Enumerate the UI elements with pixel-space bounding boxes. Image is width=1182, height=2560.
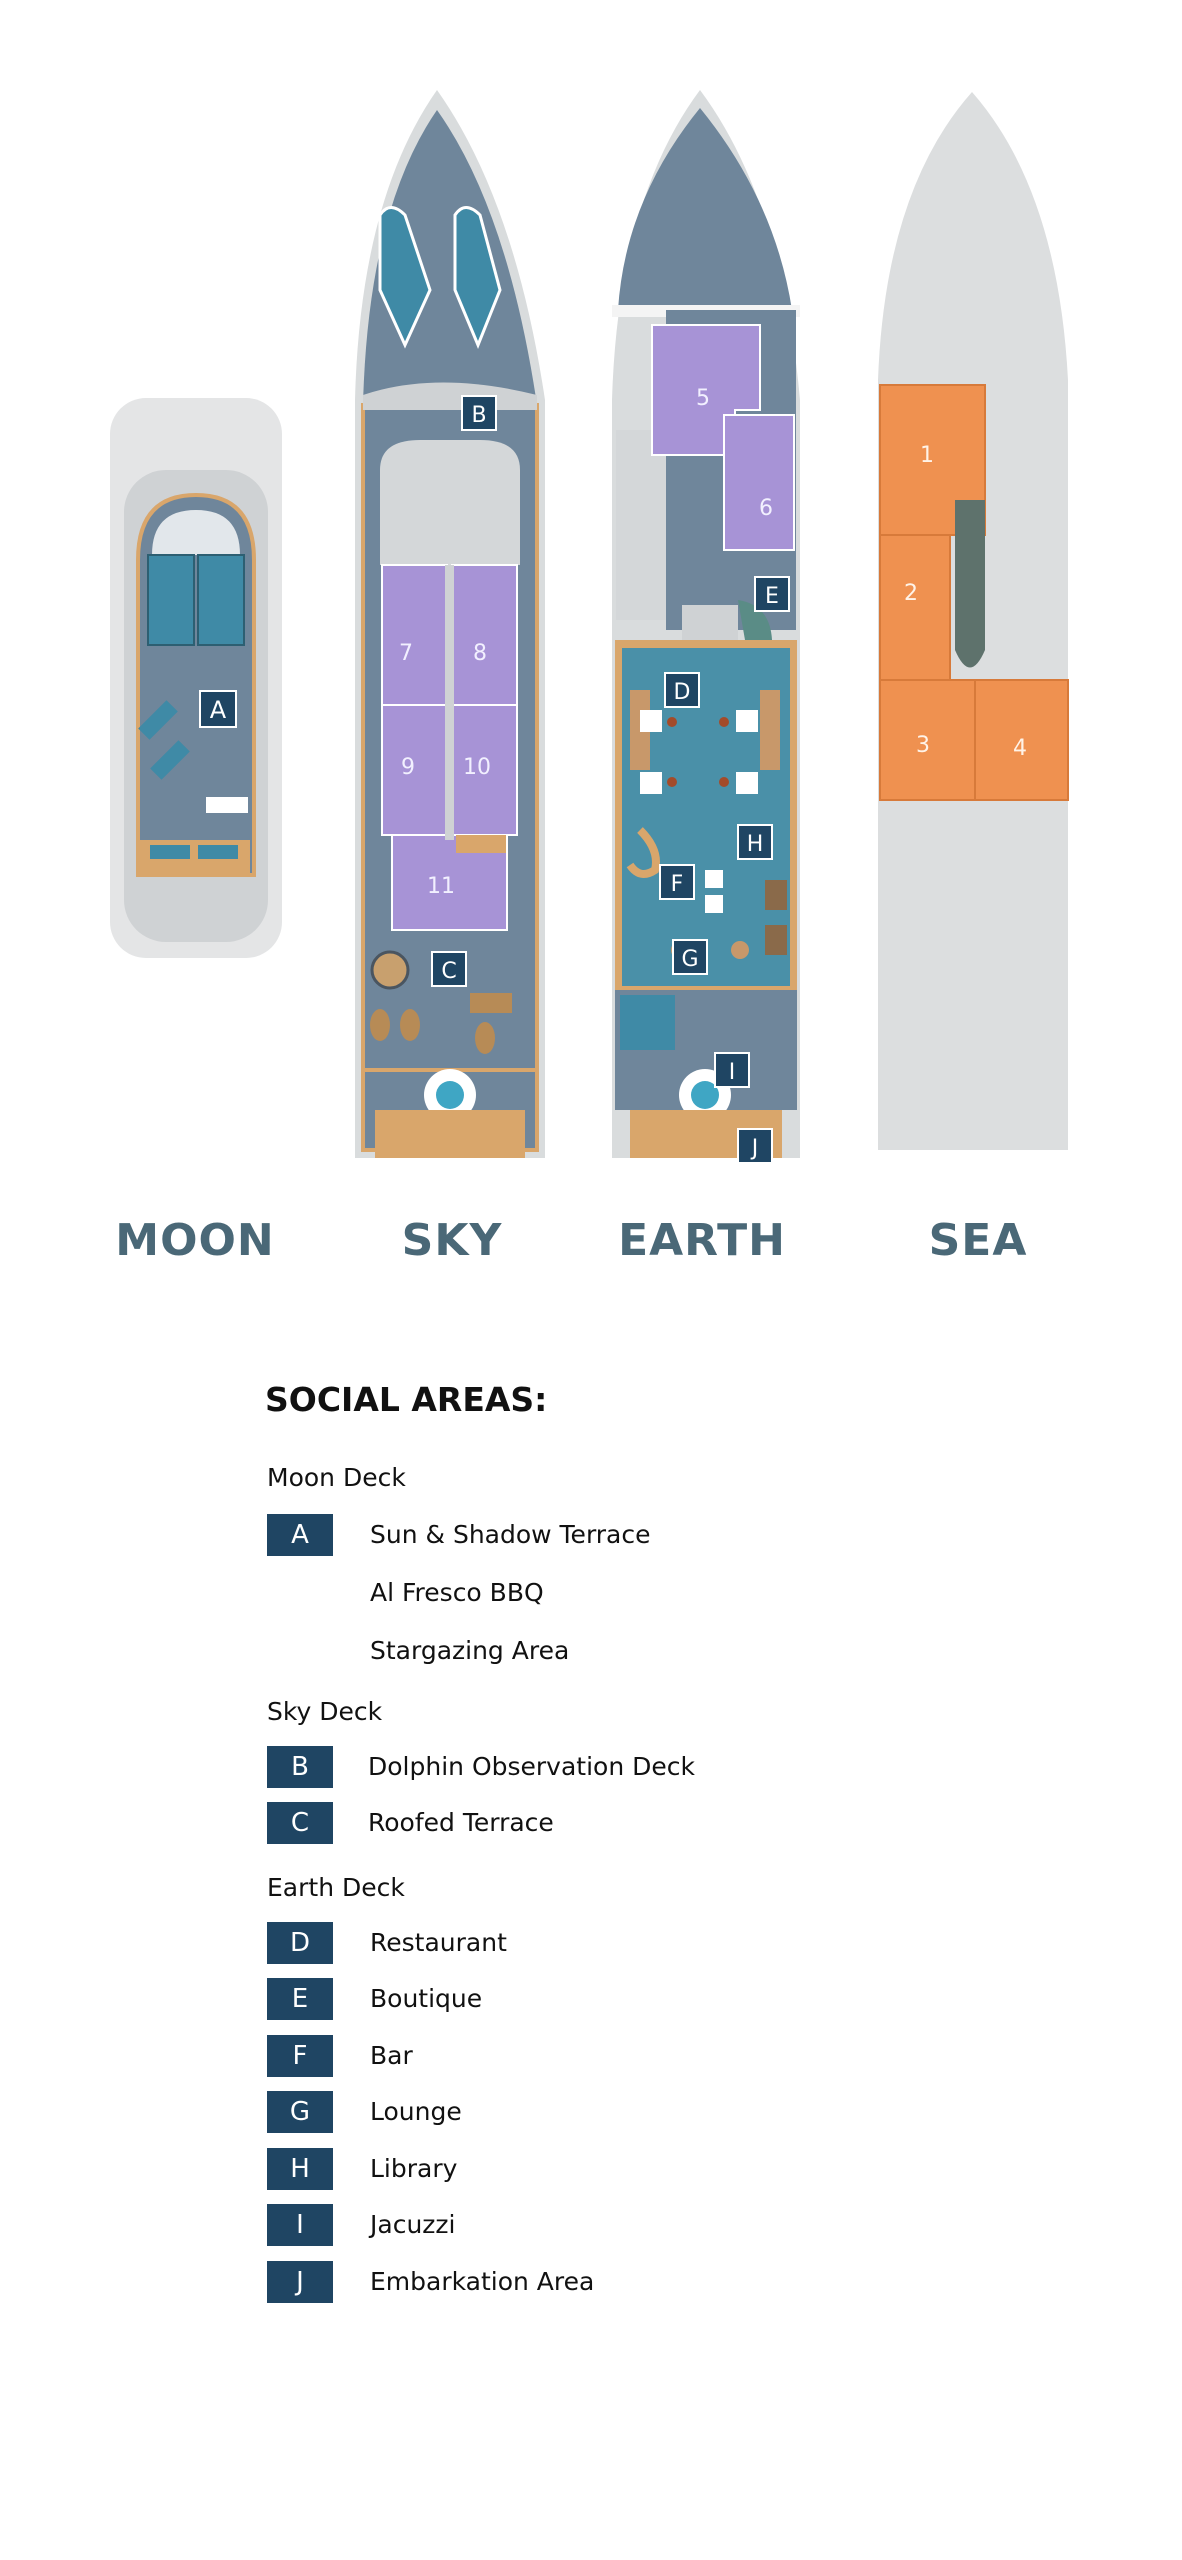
legend-label-boutique: Boutique — [370, 1984, 483, 2013]
moon-deck-bbq — [206, 797, 248, 813]
legend-label-lounge: Lounge — [370, 2097, 462, 2126]
legend-label-roofed-terrace: Roofed Terrace — [368, 1808, 554, 1837]
sky-deck-chair — [400, 1009, 420, 1041]
earth-deck-plan — [612, 90, 800, 1163]
earth-deck-table — [736, 772, 758, 794]
sky-deck-section-title: Sky Deck — [267, 1697, 383, 1726]
marker-h — [738, 825, 772, 859]
marker-b — [462, 396, 496, 430]
legend-badge-h: H — [267, 2148, 333, 2190]
cabin-11-number: 11 — [427, 874, 455, 899]
sea-deck-plan — [878, 92, 1068, 1150]
sky-deck-roof — [380, 440, 520, 565]
legend-badge-g: G — [267, 2091, 333, 2133]
deck-title-sky: SKY — [401, 1215, 503, 1266]
earth-deck-chair — [719, 777, 729, 787]
legend-badge-i: I — [267, 2204, 333, 2246]
marker-c-label: C — [441, 959, 457, 984]
marker-e-label: E — [765, 584, 779, 609]
cabin-8-number: 8 — [473, 641, 487, 666]
earth-deck-table — [640, 710, 662, 732]
marker-f — [660, 865, 694, 899]
earth-deck-lounge-table — [731, 941, 749, 959]
legend-label-bar: Bar — [370, 2041, 413, 2070]
earth-deck-chair — [667, 777, 677, 787]
legend-badge-d: D — [267, 1922, 333, 1964]
legend-label-embarkation-area: Embarkation Area — [370, 2267, 595, 2296]
marker-j — [738, 1129, 772, 1163]
earth-deck-aft-seating — [620, 995, 675, 1050]
earth-deck-chair — [719, 717, 729, 727]
legend-badge-b: B — [267, 1746, 333, 1788]
deck-plans-diagram — [0, 0, 1182, 1200]
legend-badge-f: F — [267, 2035, 333, 2077]
earth-deck-stair-landing — [682, 605, 738, 640]
legend-label-jacuzzi: Jacuzzi — [370, 2210, 456, 2239]
marker-d — [665, 673, 699, 707]
cabin-7-number: 7 — [399, 641, 413, 666]
legend-badge-j: J — [267, 2261, 333, 2303]
sky-deck-cabin-7 — [382, 565, 447, 705]
marker-g — [673, 940, 707, 974]
moon-deck-plan — [110, 398, 282, 958]
moon-deck-cushion — [198, 845, 238, 859]
moon-deck-cushion — [150, 845, 190, 859]
sky-deck-chair — [475, 1022, 495, 1054]
legend-heading: SOCIAL AREAS: — [265, 1380, 548, 1419]
marker-i-label: I — [728, 1060, 736, 1085]
legend-label-restaurant: Restaurant — [370, 1928, 507, 1957]
legend-badge-c: C — [267, 1802, 333, 1844]
marker-i — [715, 1053, 749, 1087]
earth-deck-lounge-seat — [705, 895, 723, 913]
sky-deck-corridor — [445, 565, 454, 840]
earth-deck-bow — [618, 108, 792, 310]
sea-deck-corridor — [955, 500, 985, 668]
earth-deck-bookshelf — [765, 925, 787, 955]
deck-title-earth: EARTH — [618, 1215, 786, 1266]
marker-h-label: H — [746, 832, 764, 857]
sky-deck-bar — [470, 993, 512, 1013]
sky-deck-plan — [355, 90, 545, 1158]
cabin-2-number: 2 — [904, 581, 918, 606]
cabin-3-number: 3 — [916, 733, 930, 758]
marker-c — [432, 952, 466, 986]
cabin-6-number: 6 — [759, 496, 773, 521]
marker-a-label: A — [209, 696, 227, 724]
deck-title-moon: MOON — [115, 1215, 275, 1266]
marker-g-label: G — [681, 947, 699, 972]
earth-deck-restaurant-bench — [760, 690, 780, 770]
sky-deck-chair — [370, 1009, 390, 1041]
sky-deck-swim-platform — [375, 1110, 525, 1158]
marker-d-label: D — [673, 680, 691, 705]
earth-deck-table — [640, 772, 662, 794]
legend-badge-a: A — [267, 1514, 333, 1556]
cabin-5-number: 5 — [696, 386, 710, 411]
marker-e — [755, 577, 789, 611]
marker-j-label: J — [751, 1136, 759, 1161]
marker-a — [200, 691, 236, 727]
legend-label-sun-shadow-terrace: Sun & Shadow Terrace — [370, 1520, 651, 1549]
marker-b-label: B — [471, 403, 487, 428]
earth-deck-bookshelf — [765, 880, 787, 910]
sky-deck-jacuzzi — [436, 1081, 464, 1109]
deck-title-sea: SEA — [928, 1215, 1028, 1266]
cabin-10-number: 10 — [463, 755, 491, 780]
cabin-4-number: 4 — [1013, 736, 1027, 761]
earth-deck-section-title: Earth Deck — [267, 1873, 405, 1902]
sea-deck-cabin-2 — [880, 535, 950, 680]
earth-deck-table — [736, 710, 758, 732]
sky-deck-table — [372, 952, 408, 988]
earth-deck-cabin-6 — [724, 415, 794, 550]
cabin-1-number: 1 — [920, 443, 934, 468]
marker-f-label: F — [670, 872, 684, 897]
legend-label-library: Library — [370, 2154, 458, 2183]
moon-deck-lounger — [148, 555, 194, 645]
cabin-9-number: 9 — [401, 755, 415, 780]
legend-label-dolphin-observation-deck: Dolphin Observation Deck — [368, 1752, 695, 1781]
moon-deck-section-title: Moon Deck — [267, 1463, 406, 1492]
legend-label-al-fresco-bbq: Al Fresco BBQ — [370, 1578, 544, 1607]
sky-deck-cabin-8 — [452, 565, 517, 705]
moon-deck-lounger — [198, 555, 244, 645]
sky-deck-stairs — [456, 835, 506, 853]
earth-deck-side-walkway — [616, 430, 666, 620]
earth-deck-chair — [667, 717, 677, 727]
legend-label-stargazing-area: Stargazing Area — [370, 1636, 570, 1665]
earth-deck-lounge-seat — [705, 870, 723, 888]
legend-badge-e: E — [267, 1978, 333, 2020]
